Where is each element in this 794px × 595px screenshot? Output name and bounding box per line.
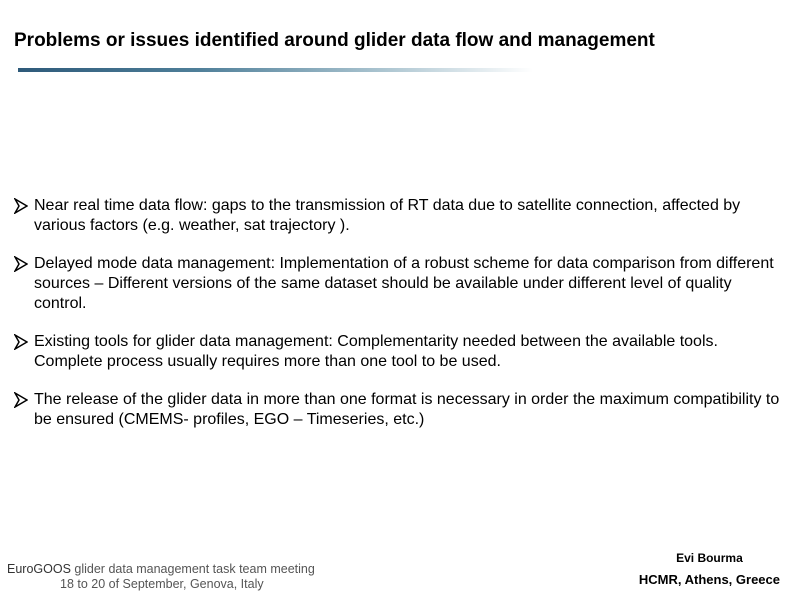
bullet-text: The release of the glider data in more than one format is necessary in order the maximum compatibility to be ensured (CMEMS- profiles, EGO – Timeseries, etc.) (34, 391, 780, 428)
bullet-text: Delayed mode data management: Implementation of a robust scheme for data comparison from different sources – Different versions of the same dataset should be available under different level of quality control. (34, 255, 774, 312)
title-underline (18, 68, 533, 72)
arrow-bullet-icon (14, 334, 28, 350)
arrow-bullet-icon (14, 256, 28, 272)
footer-brand: EuroGOOS (7, 562, 71, 576)
footer-dates-location: 18 to 20 of September, Genova, Italy (60, 577, 264, 591)
bullet-item (14, 196, 784, 236)
footer-meeting-info (7, 562, 315, 592)
slide-title: Problems or issues identified around glider data flow and management (14, 30, 655, 51)
footer-author: Evi Bourma (676, 551, 743, 565)
footer-meeting: glider data management task team meeting (70, 562, 315, 576)
arrow-bullet-icon (14, 392, 28, 408)
bullet-item (14, 390, 784, 430)
bullet-text: Existing tools for glider data management: Complementarity needed between the available tools. Complete process usually requires more than one tool to be used. (34, 333, 718, 370)
arrow-bullet-icon (14, 198, 28, 214)
footer-organization: HCMR, Athens, Greece (638, 572, 780, 587)
bullet-item (14, 332, 784, 372)
bullet-text: Near real time data flow: gaps to the transmission of RT data due to satellite connection, affected by various factors (e.g. weather, sat trajectory ). (34, 197, 741, 234)
bullet-item (14, 254, 784, 314)
footer-author-info (639, 551, 780, 587)
bullet-list (14, 196, 784, 448)
